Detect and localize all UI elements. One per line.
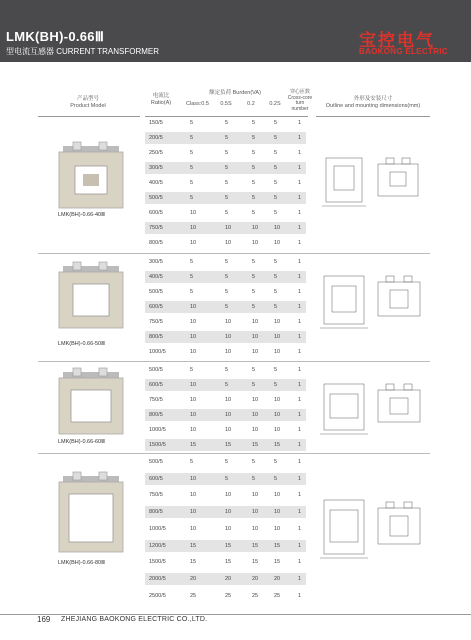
burden-02-cell: 10 bbox=[252, 427, 259, 433]
burden-02s-cell: 5 bbox=[274, 120, 278, 126]
burden-05-cell: 20 bbox=[190, 575, 197, 582]
turns-cell: 1 bbox=[298, 592, 302, 599]
burden-05-cell: 10 bbox=[190, 240, 197, 246]
page-header bbox=[0, 0, 471, 62]
ratio-cell: 600/5 bbox=[149, 382, 163, 388]
burden-02-cell: 10 bbox=[252, 240, 259, 246]
burden-02-cell: 5 bbox=[252, 180, 256, 186]
dimension-drawing-60 bbox=[316, 376, 426, 426]
turns-cell: 1 bbox=[298, 349, 302, 355]
page-title: LMK(BH)-0.66Ⅲ bbox=[6, 29, 105, 44]
table-row bbox=[145, 489, 306, 501]
logo-english-text: BAOKONG ELECTRIC bbox=[359, 47, 448, 56]
ratio-cell: 250/5 bbox=[149, 150, 163, 156]
turns-cell: 1 bbox=[298, 240, 302, 246]
table-row bbox=[145, 573, 306, 585]
burden-05-cell: 5 bbox=[190, 180, 194, 186]
table-row bbox=[145, 147, 306, 159]
turns-cell: 1 bbox=[298, 397, 302, 403]
ratio-cell: 200/5 bbox=[149, 135, 163, 141]
burden-02s-cell: 5 bbox=[274, 180, 278, 186]
burden-02-cell: 5 bbox=[252, 210, 256, 216]
burden-02s-cell: 5 bbox=[274, 210, 278, 216]
header-turns-cn: 穿心匝数 bbox=[289, 89, 310, 95]
turns-cell: 1 bbox=[298, 367, 302, 373]
product-photo-50 bbox=[55, 260, 127, 332]
burden-02-cell: 10 bbox=[252, 319, 259, 325]
table-row bbox=[145, 256, 306, 268]
burden-05-cell: 10 bbox=[190, 475, 197, 482]
burden-02s-cell: 10 bbox=[274, 397, 281, 403]
turns-cell: 1 bbox=[298, 289, 302, 295]
burden-02-cell: 5 bbox=[252, 135, 256, 141]
header-model bbox=[38, 90, 138, 114]
group-divider bbox=[38, 253, 430, 254]
burden-05-cell: 10 bbox=[190, 397, 197, 403]
table-row bbox=[145, 409, 306, 421]
turns-cell: 1 bbox=[298, 135, 302, 141]
header-turns-en3: number bbox=[291, 105, 309, 112]
table-row bbox=[145, 473, 306, 485]
burden-02-cell: 5 bbox=[252, 304, 256, 310]
burden-02s-cell: 10 bbox=[274, 492, 281, 499]
model-label-40: LMK(BH)-0.66-40Ⅲ bbox=[58, 212, 105, 218]
table-row bbox=[145, 286, 306, 298]
burden-02-cell: 5 bbox=[252, 382, 256, 388]
burden-05s-cell: 10 bbox=[225, 334, 232, 340]
burden-02s-cell: 10 bbox=[274, 349, 281, 355]
turns-cell: 1 bbox=[298, 150, 302, 156]
burden-02-cell: 15 bbox=[252, 442, 259, 448]
burden-02s-cell: 10 bbox=[274, 427, 281, 433]
burden-02s-cell: 5 bbox=[274, 304, 278, 310]
ratio-cell: 500/5 bbox=[149, 289, 163, 295]
ratio-cell: 1000/5 bbox=[149, 525, 166, 532]
burden-05s-cell: 10 bbox=[225, 397, 232, 403]
burden-05s-cell: 10 bbox=[225, 349, 232, 355]
burden-05s-cell: 5 bbox=[225, 459, 229, 465]
ratio-cell: 400/5 bbox=[149, 274, 163, 280]
burden-02-cell: 5 bbox=[252, 289, 256, 295]
ratio-cell: 300/5 bbox=[149, 165, 163, 171]
header-ratio-en: Ratio(A) bbox=[150, 100, 172, 106]
turns-cell: 1 bbox=[298, 492, 302, 499]
burden-02s-cell: 5 bbox=[274, 135, 278, 141]
header-rule bbox=[38, 116, 140, 117]
burden-05s-cell: 10 bbox=[225, 319, 232, 325]
ratio-cell: 800/5 bbox=[149, 240, 163, 246]
burden-05s-cell: 5 bbox=[225, 274, 229, 280]
ratio-cell: 2000/5 bbox=[149, 575, 166, 582]
burden-02-cell: 5 bbox=[252, 459, 256, 465]
burden-05-cell: 10 bbox=[190, 509, 197, 516]
turns-cell: 1 bbox=[298, 259, 302, 265]
turns-cell: 1 bbox=[298, 412, 302, 418]
page-subtitle: 型电流互感器 CURRENT TRANSFORMER bbox=[6, 47, 160, 56]
burden-05s-cell: 15 bbox=[225, 559, 232, 566]
burden-05s-cell: 5 bbox=[225, 289, 229, 295]
ratio-cell: 500/5 bbox=[149, 459, 163, 465]
ratio-cell: 750/5 bbox=[149, 397, 163, 403]
turns-cell: 1 bbox=[298, 304, 302, 310]
turns-cell: 1 bbox=[298, 165, 302, 171]
burden-05s-cell: 10 bbox=[225, 225, 232, 231]
turns-cell: 1 bbox=[298, 559, 302, 566]
burden-02-cell: 5 bbox=[252, 165, 256, 171]
table-row bbox=[145, 192, 306, 204]
turns-cell: 1 bbox=[298, 525, 302, 532]
burden-05-cell: 10 bbox=[190, 334, 197, 340]
burden-05s-cell: 5 bbox=[225, 304, 229, 310]
header-turns-en1: Cross-core bbox=[287, 94, 313, 101]
turns-cell: 1 bbox=[298, 210, 302, 216]
header-ratio bbox=[143, 90, 179, 114]
burden-02s-cell: 5 bbox=[274, 382, 278, 388]
table-row bbox=[145, 456, 306, 468]
table-row bbox=[145, 424, 306, 436]
burden-02-cell: 10 bbox=[252, 397, 259, 403]
table-row bbox=[145, 556, 306, 568]
burden-02s-cell: 10 bbox=[274, 334, 281, 340]
burden-02s-cell: 10 bbox=[274, 240, 281, 246]
burden-02-cell: 5 bbox=[252, 195, 256, 201]
burden-02-cell: 5 bbox=[252, 367, 256, 373]
burden-05s-cell: 20 bbox=[225, 575, 232, 582]
burden-05-cell: 5 bbox=[190, 274, 194, 280]
burden-05s-cell: 5 bbox=[225, 135, 229, 141]
burden-05-cell: 5 bbox=[190, 165, 194, 171]
ratio-cell: 800/5 bbox=[149, 412, 163, 418]
table-row bbox=[145, 394, 306, 406]
burden-02s-cell: 10 bbox=[274, 525, 281, 532]
header-burden-text: 额定负荷 Burden(VA) bbox=[209, 90, 261, 96]
product-photo-40 bbox=[55, 140, 127, 212]
table-row bbox=[145, 523, 306, 535]
ratio-cell: 1500/5 bbox=[149, 559, 166, 566]
burden-05-cell: 5 bbox=[190, 289, 194, 295]
burden-05-cell: 5 bbox=[190, 195, 194, 201]
header-dims-cn: 外形及安装尺寸 bbox=[353, 96, 393, 102]
dimension-drawing-50 bbox=[316, 268, 426, 318]
burden-02s-cell: 10 bbox=[274, 319, 281, 325]
brand-logo bbox=[353, 26, 457, 58]
burden-05-cell: 10 bbox=[190, 412, 197, 418]
ratio-cell: 1000/5 bbox=[149, 349, 166, 355]
burden-02-cell: 5 bbox=[252, 120, 256, 126]
table-row bbox=[145, 590, 306, 602]
burden-02s-cell: 10 bbox=[274, 412, 281, 418]
burden-02s-cell: 5 bbox=[274, 459, 278, 465]
dimension-drawing-40 bbox=[316, 148, 426, 198]
burden-02s-cell: 5 bbox=[274, 367, 278, 373]
footer-company: ZHEJIANG BAOKONG ELECTRIC CO.,LTD. bbox=[61, 616, 208, 623]
header-turns-en2: turn bbox=[295, 100, 305, 106]
burden-05-cell: 5 bbox=[190, 120, 194, 126]
burden-02s-cell: 25 bbox=[274, 592, 281, 599]
burden-05-cell: 5 bbox=[190, 459, 194, 465]
burden-02s-cell: 15 bbox=[274, 542, 281, 549]
burden-05s-cell: 5 bbox=[225, 120, 229, 126]
ratio-cell: 400/5 bbox=[149, 180, 163, 186]
burden-05s-cell: 15 bbox=[225, 442, 232, 448]
burden-02-cell: 5 bbox=[252, 274, 256, 280]
ratio-cell: 600/5 bbox=[149, 210, 163, 216]
ratio-cell: 2500/5 bbox=[149, 592, 166, 599]
burden-05-cell: 10 bbox=[190, 525, 197, 532]
model-label-50: LMK(BH)-0.66-50Ⅲ bbox=[58, 341, 105, 347]
burden-02-cell: 10 bbox=[252, 225, 259, 231]
burden-05s-cell: 5 bbox=[225, 180, 229, 186]
turns-cell: 1 bbox=[298, 427, 302, 433]
turns-cell: 1 bbox=[298, 575, 302, 582]
burden-02-cell: 10 bbox=[252, 509, 259, 516]
burden-02-cell: 10 bbox=[252, 492, 259, 499]
table-row bbox=[145, 207, 306, 219]
burden-05-cell: 15 bbox=[190, 542, 197, 549]
footer-rule bbox=[0, 614, 471, 615]
page-number: 169 bbox=[37, 615, 51, 624]
burden-02-cell: 15 bbox=[252, 542, 259, 549]
burden-02s-cell: 10 bbox=[274, 225, 281, 231]
ratio-cell: 500/5 bbox=[149, 367, 163, 373]
burden-05s-cell: 15 bbox=[225, 542, 232, 549]
burden-05-cell: 10 bbox=[190, 427, 197, 433]
burden-05-cell: 25 bbox=[190, 592, 197, 599]
header-model-en: Product Model bbox=[70, 103, 106, 109]
burden-05s-cell: 5 bbox=[225, 259, 229, 265]
ratio-cell: 750/5 bbox=[149, 225, 163, 231]
header-class-05s: 0.5S bbox=[220, 101, 232, 107]
burden-05s-cell: 5 bbox=[225, 367, 229, 373]
burden-02-cell: 5 bbox=[252, 150, 256, 156]
burden-02s-cell: 5 bbox=[274, 274, 278, 280]
turns-cell: 1 bbox=[298, 334, 302, 340]
ratio-cell: 600/5 bbox=[149, 304, 163, 310]
model-label-60: LMK(BH)-0.66-60Ⅲ bbox=[58, 439, 105, 445]
burden-02s-cell: 20 bbox=[274, 575, 281, 582]
burden-05s-cell: 25 bbox=[225, 592, 232, 599]
table-row bbox=[145, 301, 306, 313]
burden-05-cell: 5 bbox=[190, 259, 194, 265]
burden-05-cell: 10 bbox=[190, 492, 197, 499]
table-row bbox=[145, 237, 306, 249]
turns-cell: 1 bbox=[298, 120, 302, 126]
turns-cell: 1 bbox=[298, 319, 302, 325]
burden-05-cell: 5 bbox=[190, 367, 194, 373]
header-rule bbox=[316, 116, 430, 117]
table-row bbox=[145, 117, 306, 129]
ratio-cell: 1200/5 bbox=[149, 542, 166, 549]
burden-02-cell: 10 bbox=[252, 525, 259, 532]
product-photo-60 bbox=[55, 366, 127, 438]
ratio-cell: 800/5 bbox=[149, 334, 163, 340]
turns-cell: 1 bbox=[298, 459, 302, 465]
header-class-02s: 0.2S bbox=[269, 101, 281, 107]
ratio-cell: 600/5 bbox=[149, 475, 163, 482]
burden-05-cell: 5 bbox=[190, 135, 194, 141]
turns-cell: 1 bbox=[298, 195, 302, 201]
turns-cell: 1 bbox=[298, 442, 302, 448]
burden-02-cell: 25 bbox=[252, 592, 259, 599]
header-turns bbox=[287, 90, 313, 114]
header-model-cn: 产品型号 bbox=[76, 96, 99, 102]
burden-02s-cell: 5 bbox=[274, 150, 278, 156]
burden-02-cell: 20 bbox=[252, 575, 259, 582]
turns-cell: 1 bbox=[298, 274, 302, 280]
burden-05-cell: 15 bbox=[190, 442, 197, 448]
turns-cell: 1 bbox=[298, 509, 302, 516]
burden-02-cell: 5 bbox=[252, 475, 256, 482]
burden-05s-cell: 5 bbox=[225, 195, 229, 201]
burden-05s-cell: 5 bbox=[225, 382, 229, 388]
burden-05-cell: 10 bbox=[190, 349, 197, 355]
burden-02s-cell: 5 bbox=[274, 165, 278, 171]
burden-05s-cell: 5 bbox=[225, 150, 229, 156]
burden-02s-cell: 15 bbox=[274, 559, 281, 566]
burden-02s-cell: 5 bbox=[274, 195, 278, 201]
ratio-cell: 750/5 bbox=[149, 319, 163, 325]
ratio-cell: 1000/5 bbox=[149, 427, 166, 433]
ratio-cell: 750/5 bbox=[149, 492, 163, 499]
table-row bbox=[145, 379, 306, 391]
ratio-cell: 1500/5 bbox=[149, 442, 166, 448]
table-row bbox=[145, 132, 306, 144]
turns-cell: 1 bbox=[298, 225, 302, 231]
turns-cell: 1 bbox=[298, 180, 302, 186]
burden-02s-cell: 15 bbox=[274, 442, 281, 448]
burden-05s-cell: 10 bbox=[225, 427, 232, 433]
table-row bbox=[145, 346, 306, 358]
model-label-80: LMK(BH)-0.66-80Ⅲ bbox=[58, 560, 105, 566]
header-class-05: Class:0.5 bbox=[186, 101, 209, 107]
burden-05-cell: 15 bbox=[190, 559, 197, 566]
burden-05s-cell: 5 bbox=[225, 165, 229, 171]
logo-chinese-text: 宝控电气 bbox=[359, 31, 435, 50]
turns-cell: 1 bbox=[298, 542, 302, 549]
ratio-cell: 500/5 bbox=[149, 195, 163, 201]
burden-05s-cell: 10 bbox=[225, 492, 232, 499]
table-row bbox=[145, 540, 306, 552]
turns-cell: 1 bbox=[298, 382, 302, 388]
burden-05s-cell: 5 bbox=[225, 475, 229, 482]
burden-02s-cell: 5 bbox=[274, 289, 278, 295]
burden-05s-cell: 10 bbox=[225, 240, 232, 246]
table-row bbox=[145, 316, 306, 328]
header-class-02: 0.2 bbox=[247, 101, 255, 107]
burden-02-cell: 10 bbox=[252, 349, 259, 355]
header-dimensions bbox=[316, 90, 430, 114]
burden-05s-cell: 10 bbox=[225, 525, 232, 532]
table-row bbox=[145, 506, 306, 518]
burden-05s-cell: 10 bbox=[225, 509, 232, 516]
dimension-drawing-80 bbox=[316, 496, 426, 546]
burden-02s-cell: 10 bbox=[274, 509, 281, 516]
burden-05-cell: 10 bbox=[190, 382, 197, 388]
burden-05-cell: 10 bbox=[190, 210, 197, 216]
burden-05-cell: 5 bbox=[190, 150, 194, 156]
burden-02s-cell: 5 bbox=[274, 259, 278, 265]
group-divider bbox=[38, 361, 430, 362]
burden-05-cell: 10 bbox=[190, 225, 197, 231]
burden-02-cell: 15 bbox=[252, 559, 259, 566]
burden-05s-cell: 10 bbox=[225, 412, 232, 418]
ratio-cell: 800/5 bbox=[149, 509, 163, 516]
table-row bbox=[145, 271, 306, 283]
burden-02-cell: 10 bbox=[252, 334, 259, 340]
burden-05-cell: 10 bbox=[190, 304, 197, 310]
ratio-cell: 300/5 bbox=[149, 259, 163, 265]
turns-cell: 1 bbox=[298, 475, 302, 482]
ratio-cell: 150/5 bbox=[149, 120, 163, 126]
header-ratio-cn: 电流比 bbox=[152, 93, 170, 99]
table-row bbox=[145, 331, 306, 343]
product-photo-80 bbox=[55, 470, 127, 542]
burden-05s-cell: 5 bbox=[225, 210, 229, 216]
burden-05-cell: 10 bbox=[190, 319, 197, 325]
table-row bbox=[145, 439, 306, 451]
table-row bbox=[145, 364, 306, 376]
group-divider bbox=[38, 453, 430, 454]
burden-02-cell: 10 bbox=[252, 412, 259, 418]
table-row bbox=[145, 177, 306, 189]
burden-02-cell: 5 bbox=[252, 259, 256, 265]
table-row bbox=[145, 222, 306, 234]
burden-02s-cell: 5 bbox=[274, 475, 278, 482]
table-row bbox=[145, 162, 306, 174]
header-dims-en: Outline and mounting dimensions(mm) bbox=[325, 103, 421, 109]
